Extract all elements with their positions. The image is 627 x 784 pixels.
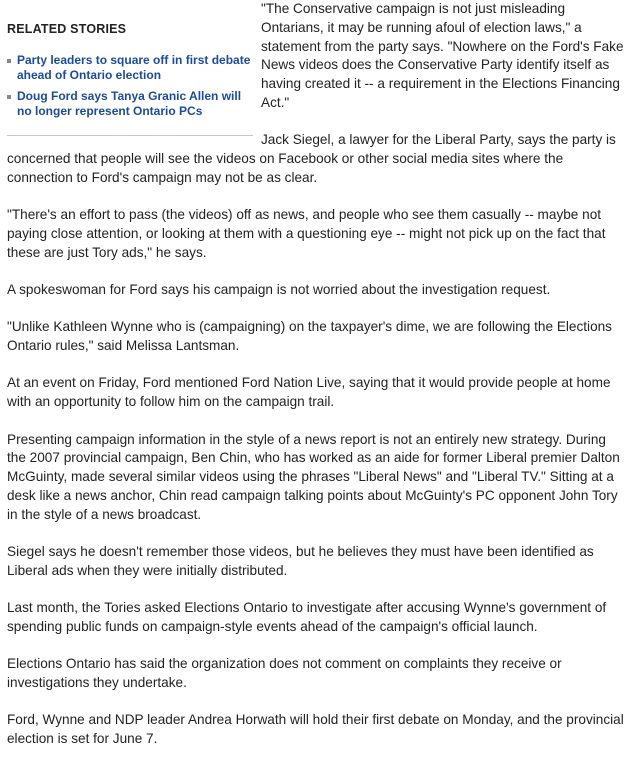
related-stories-heading: RELATED STORIES [7, 22, 127, 36]
related-story-link-debate[interactable]: Party leaders to square off in first debate ahead of Ontario election [17, 52, 251, 83]
related-stories-box [7, 12, 253, 136]
article-paragraph: Jack Siegel, a lawyer for the Liberal Party, says the party is concerned that people will see the videos on Facebook or other social media sites where the connection to Ford's campaign may not be as clear. [7, 132, 616, 185]
square-bullet-icon [7, 95, 11, 99]
article-body [7, 0, 625, 767]
article-paragraph: Ford, Wynne and NDP leader Andrea Horwath will hold their first debate on Monday, and the provincial election is set for June 7. [7, 712, 624, 747]
article-paragraph: "There's an effort to pass (the videos) off as news, and people who see them casually -- maybe not paying close attention, or looking at them with a questioning eye -- might not pick up on the fact that these are just Tory ads," he says. [7, 207, 606, 260]
article-paragraph: "Unlike Kathleen Wynne who is (campaigning) on the taxpayer's dime, we are following the Elections Ontario rules," said Melissa Lantsman. [7, 319, 612, 354]
square-bullet-icon [7, 59, 11, 63]
article-paragraph: Presenting campaign information in the style of a news report is not an entirely new strategy. During the 2007 provincial campaign, Ben Chin, who has worked as an aide for former Liberal premier Dalton McGuinty, made several similar videos using the phrases "Liberal News" and "Liberal TV." Sitting at a desk like a news anchor, Chin read campaign talking points about McGuinty's PC opponent John Tory in the style of a news broadcast. [7, 431, 620, 522]
article-paragraph: Siegel says he doesn't remember those videos, but he believes they must have been identified as Liberal ads when they were initially distributed. [7, 544, 594, 578]
related-story-item [7, 89, 253, 120]
related-story-item [7, 53, 253, 84]
article-paragraph: A spokeswoman for Ford says his campaign is not worried about the investigation request. [7, 282, 551, 298]
related-story-link-granic-allen[interactable]: Doug Ford says Tanya Granic Allen will no longer represent Ontario PCs [17, 88, 242, 119]
article-paragraph: Last month, the Tories asked Elections Ontario to investigate after accusing Wynne's government of spending public funds on campaign-style events ahead of the campaign's official launch. [7, 600, 607, 634]
article-paragraph: "The Conservative campaign is not just misleading Ontarians, it may be running afoul of election laws," a statement from the party says. "Nowhere on the Ford's Fake News videos does the Conservative Party identify itself as having created it -- a requirement in the Elections Financing Act." [261, 1, 624, 110]
article-paragraph: Elections Ontario has said the organization does not comment on complaints they receive or investigations they undertake. [7, 656, 562, 691]
related-stories-list [7, 53, 253, 120]
article-paragraph: At an event on Friday, Ford mentioned Ford Nation Live, saying that it would provide people at home with an opportunity to follow him on the campaign trail. [7, 375, 611, 410]
